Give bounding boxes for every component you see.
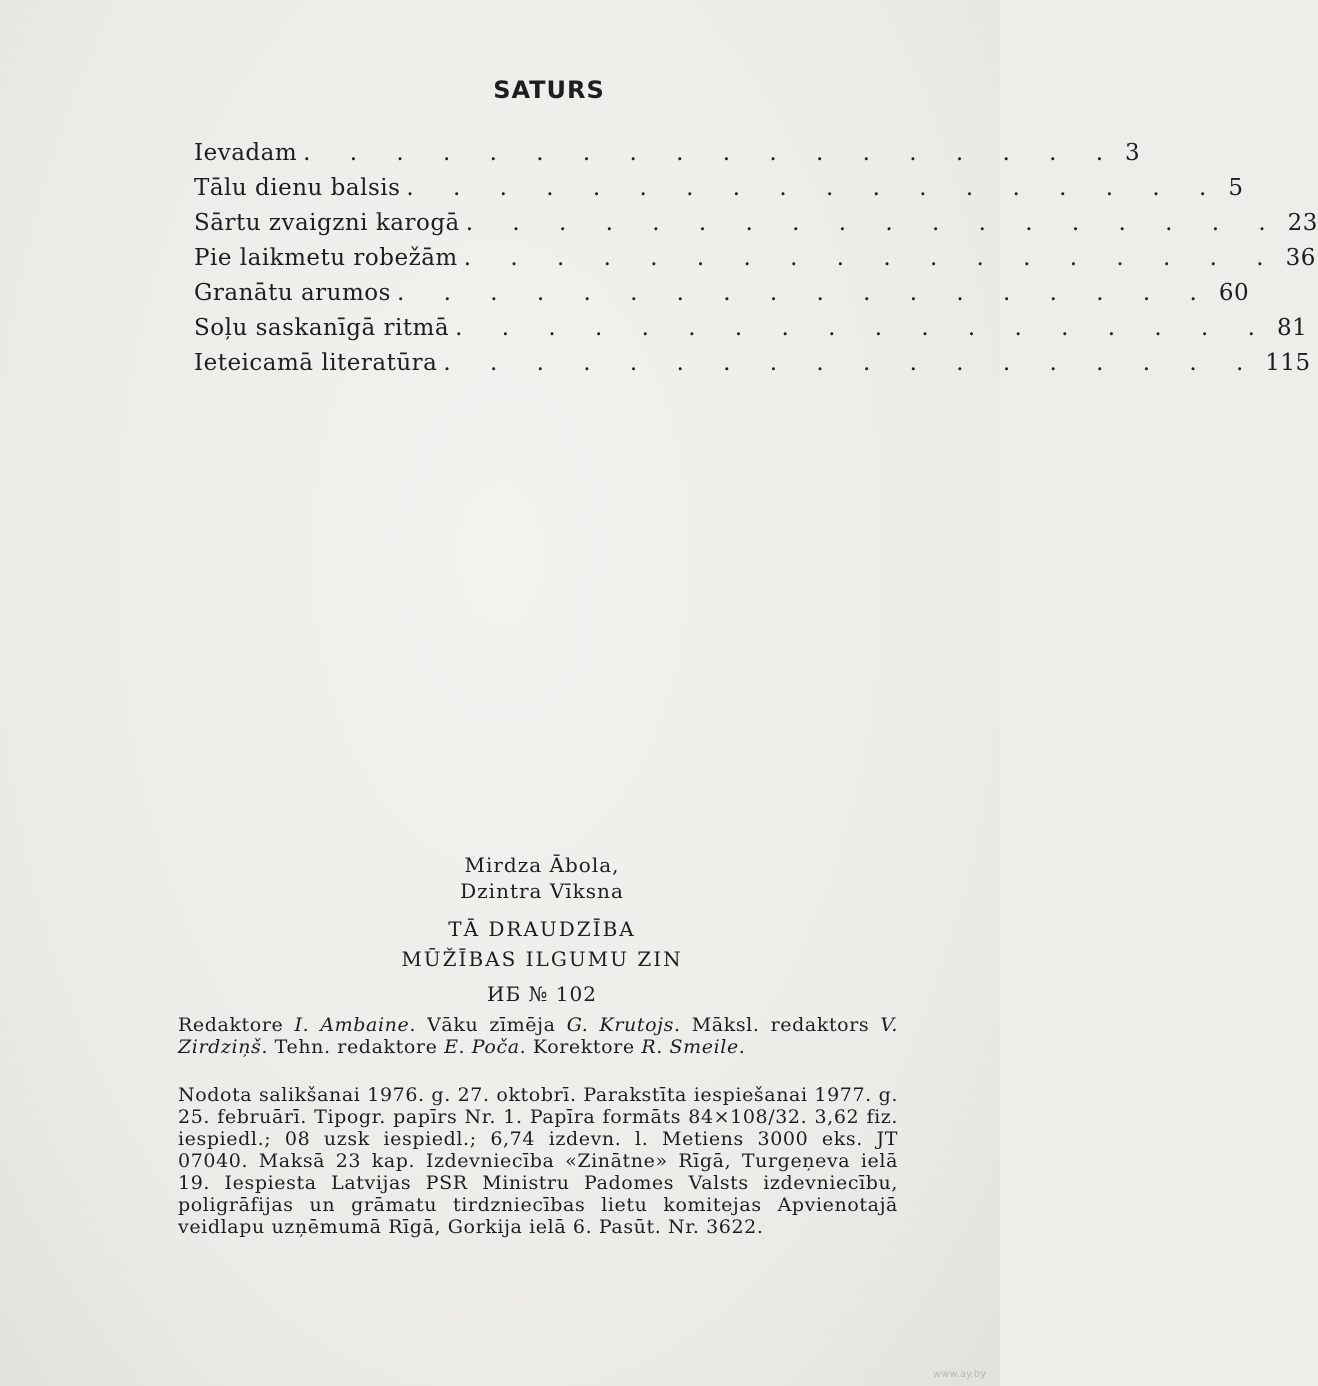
credit-name: G. Krutojs xyxy=(566,1014,674,1036)
book-title-line: MŪŽĪBAS ILGUMU ZIN xyxy=(401,947,683,971)
toc-leader-dots: . . . . . . . . . . . . . . . . . . xyxy=(455,315,1271,341)
toc-leader-dots: . . . . . . . . . . . . . . . . . . xyxy=(463,245,1280,271)
credit-name: R. Smeile xyxy=(641,1036,739,1058)
credit-text: . Vāku zīmēja xyxy=(409,1014,567,1036)
toc-leader-dots: . . . . . . . . . . . . . . . . . . xyxy=(465,210,1282,236)
watermark: www.ay.by xyxy=(933,1369,986,1380)
credit-text: . Tehn. redaktore xyxy=(261,1036,445,1058)
toc-entry-label: Pie laikmetu robežām xyxy=(194,245,458,271)
toc-leader-dots: . . . . . . . . . . . . . . . . . . xyxy=(303,140,1120,166)
toc-entry xyxy=(194,350,1311,385)
credit-text: . xyxy=(738,1036,746,1058)
author-name: Dzintra Vīksna xyxy=(460,879,624,903)
credit-text: . Māksl. redaktors xyxy=(673,1014,881,1036)
toc-leader-dots: . . . . . . . . . . . . . . . . . . xyxy=(406,175,1223,201)
page-title: SATURS xyxy=(493,76,605,104)
imprint-paragraph: Nodota salikšanai 1976. g. 27. oktobrī. Parakstīta iespiešanai 1977. g. 25. februārī. Tipogr. papīrs Nr. 1. Papīra formāts 84×108/32. 3,62 fiz. iespiedl.; 08 uzsk iespiedl.; 6,74 izdevn. l. Metiens 3000 eks. JT 07040. Maksā 23 kap. Izdevniecība «Zinātne» Rīgā, Turgeņeva ielā 19. Iespiesta Latvijas PSR Ministru Padomes Valsts izdevniecību, poligrāfijas un grāmatu tirdzniecības lietu komitejas Apvienotajā veidlapu uzņēmumā Rīgā, Gorkija ielā 6. Pasūt. Nr. 3622. xyxy=(178,1084,898,1238)
toc-entry xyxy=(194,175,1244,210)
toc-leader-dots: . . . . . . . . . . . . . . . . . . xyxy=(396,280,1213,306)
toc-entry xyxy=(194,140,1141,175)
toc-entry-label: Soļu saskanīgā ritmā xyxy=(194,315,450,341)
toc-entry-label: Granātu arumos xyxy=(194,280,391,306)
credit-text: Redaktore xyxy=(178,1014,295,1036)
author-name: Mirdza Ābola, xyxy=(464,853,620,877)
credit-name: I. Ambaine xyxy=(294,1014,410,1036)
toc-entry-page: 3 xyxy=(1125,140,1141,166)
toc-entry-label: Ieteicamā literatūra xyxy=(194,350,438,376)
credit-text: . Korektore xyxy=(519,1036,642,1058)
toc-entry-page: 5 xyxy=(1228,175,1244,201)
toc-entry xyxy=(194,245,1316,280)
toc-leader-dots: . . . . . . . . . . . . . . . . . . xyxy=(443,350,1260,376)
toc-entry-label: Ievadam xyxy=(194,140,298,166)
book-title xyxy=(0,914,1084,974)
book-title-line: TĀ DRAUDZĪBA xyxy=(448,917,636,941)
credit-name: E. Poča xyxy=(444,1036,520,1058)
table-of-contents xyxy=(194,140,1318,385)
toc-entry xyxy=(194,280,1250,315)
toc-entry-page: 115 xyxy=(1265,350,1311,376)
authors xyxy=(0,852,1084,904)
toc-entry-page: 23 xyxy=(1287,210,1318,236)
ib-number: ИБ № 102 xyxy=(487,982,597,1006)
toc-entry xyxy=(194,315,1308,350)
credit-name: V. Zirdziņš xyxy=(178,1014,899,1058)
toc-entry-page: 81 xyxy=(1276,315,1308,341)
toc-entry xyxy=(194,210,1318,245)
credits-paragraph xyxy=(178,1014,898,1058)
toc-entry-label: Tālu dienu balsis xyxy=(194,175,401,201)
toc-entry-page: 36 xyxy=(1285,245,1316,271)
toc-entry-page: 60 xyxy=(1218,280,1250,306)
toc-entry-label: Sārtu zvaigzni karogā xyxy=(194,210,460,236)
